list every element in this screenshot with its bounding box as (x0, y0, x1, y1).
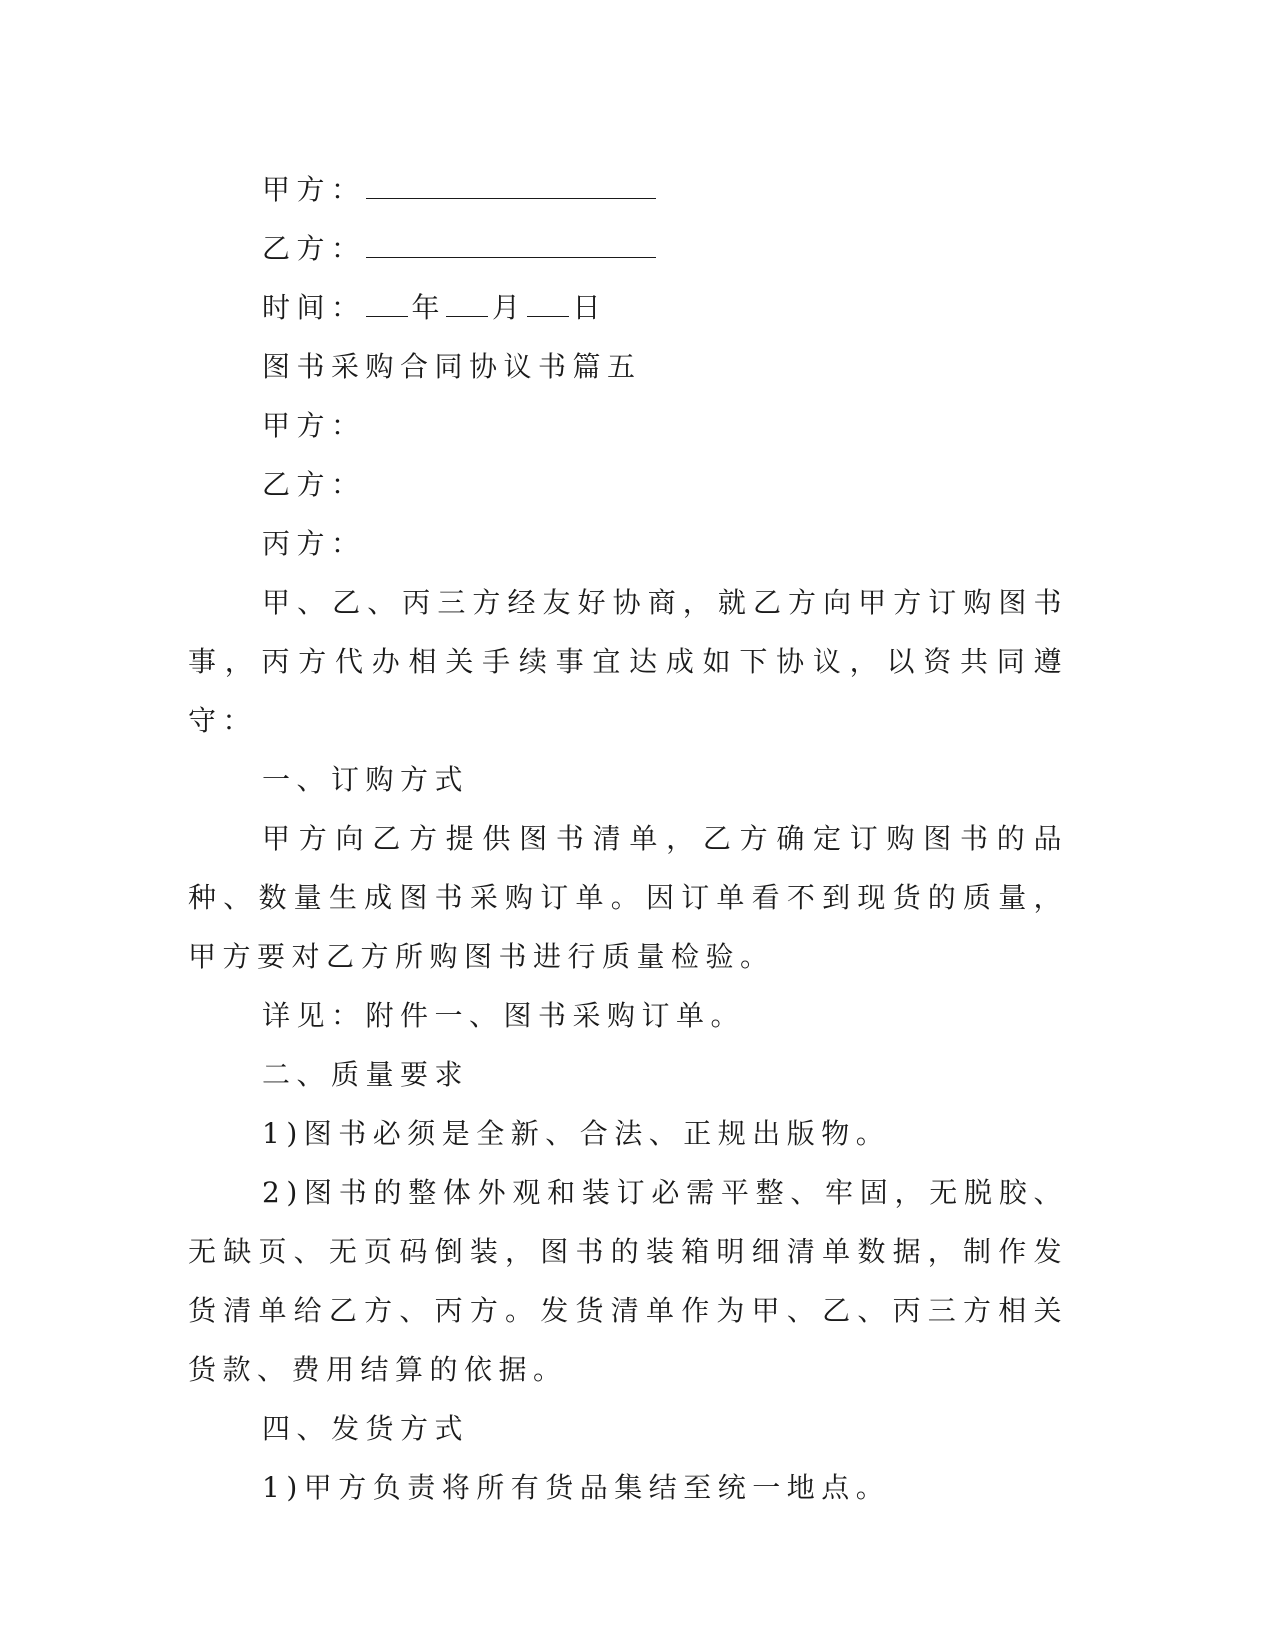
party-b-line: 乙方： (262, 468, 366, 501)
month-label: 月 (492, 291, 527, 324)
signature-label-party-b: 乙方： (262, 232, 366, 265)
time-label: 时间： (262, 291, 366, 324)
section-heading-ordering: 一、订购方式 (262, 763, 470, 796)
quality-item-2: 2)图书的整体外观和装订必需平整、牢固，无脱胶、无缺页、无页码倒装，图书的装箱明细清单数据，制作发货清单给乙方、丙方。发货清单作为甲、乙、丙三方相关货款、费用结算的依据。 (188, 1176, 1068, 1386)
signature-blank-party-b (366, 235, 656, 258)
ordering-reference: 详见：附件一、图书采购订单。 (262, 999, 746, 1032)
shipping-item-1: 1)甲方负责将所有货品集结至统一地点。 (262, 1471, 891, 1504)
document-body (188, 160, 1068, 1517)
day-blank (527, 294, 569, 317)
signature-label-party-a: 甲方： (262, 173, 366, 206)
signature-line-time (188, 278, 1068, 337)
year-blank (366, 294, 408, 317)
signature-blank-party-a (366, 176, 656, 199)
party-c-line: 丙方： (262, 527, 366, 560)
signature-line-party-b (188, 219, 1068, 278)
year-label: 年 (411, 291, 447, 324)
section-title: 图书采购合同协议书篇五 (262, 350, 642, 383)
signature-line-party-a (188, 160, 1068, 219)
intro-paragraph: 甲、乙、丙三方经友好协商，就乙方向甲方订购图书事，丙方代办相关手续事宜达成如下协议，以资共同遵守： (188, 586, 1068, 737)
section-heading-quality: 二、质量要求 (262, 1058, 470, 1091)
section-heading-shipping: 四、发货方式 (262, 1412, 470, 1445)
party-a-line: 甲方： (262, 409, 366, 442)
day-label: 日 (572, 291, 608, 324)
ordering-paragraph: 甲方向乙方提供图书清单，乙方确定订购图书的品种、数量生成图书采购订单。因订单看不到现货的质量，甲方要对乙方所购图书进行质量检验。 (188, 822, 1068, 973)
month-blank (446, 294, 488, 317)
quality-item-1: 1)图书必须是全新、合法、正规出版物。 (262, 1117, 891, 1150)
